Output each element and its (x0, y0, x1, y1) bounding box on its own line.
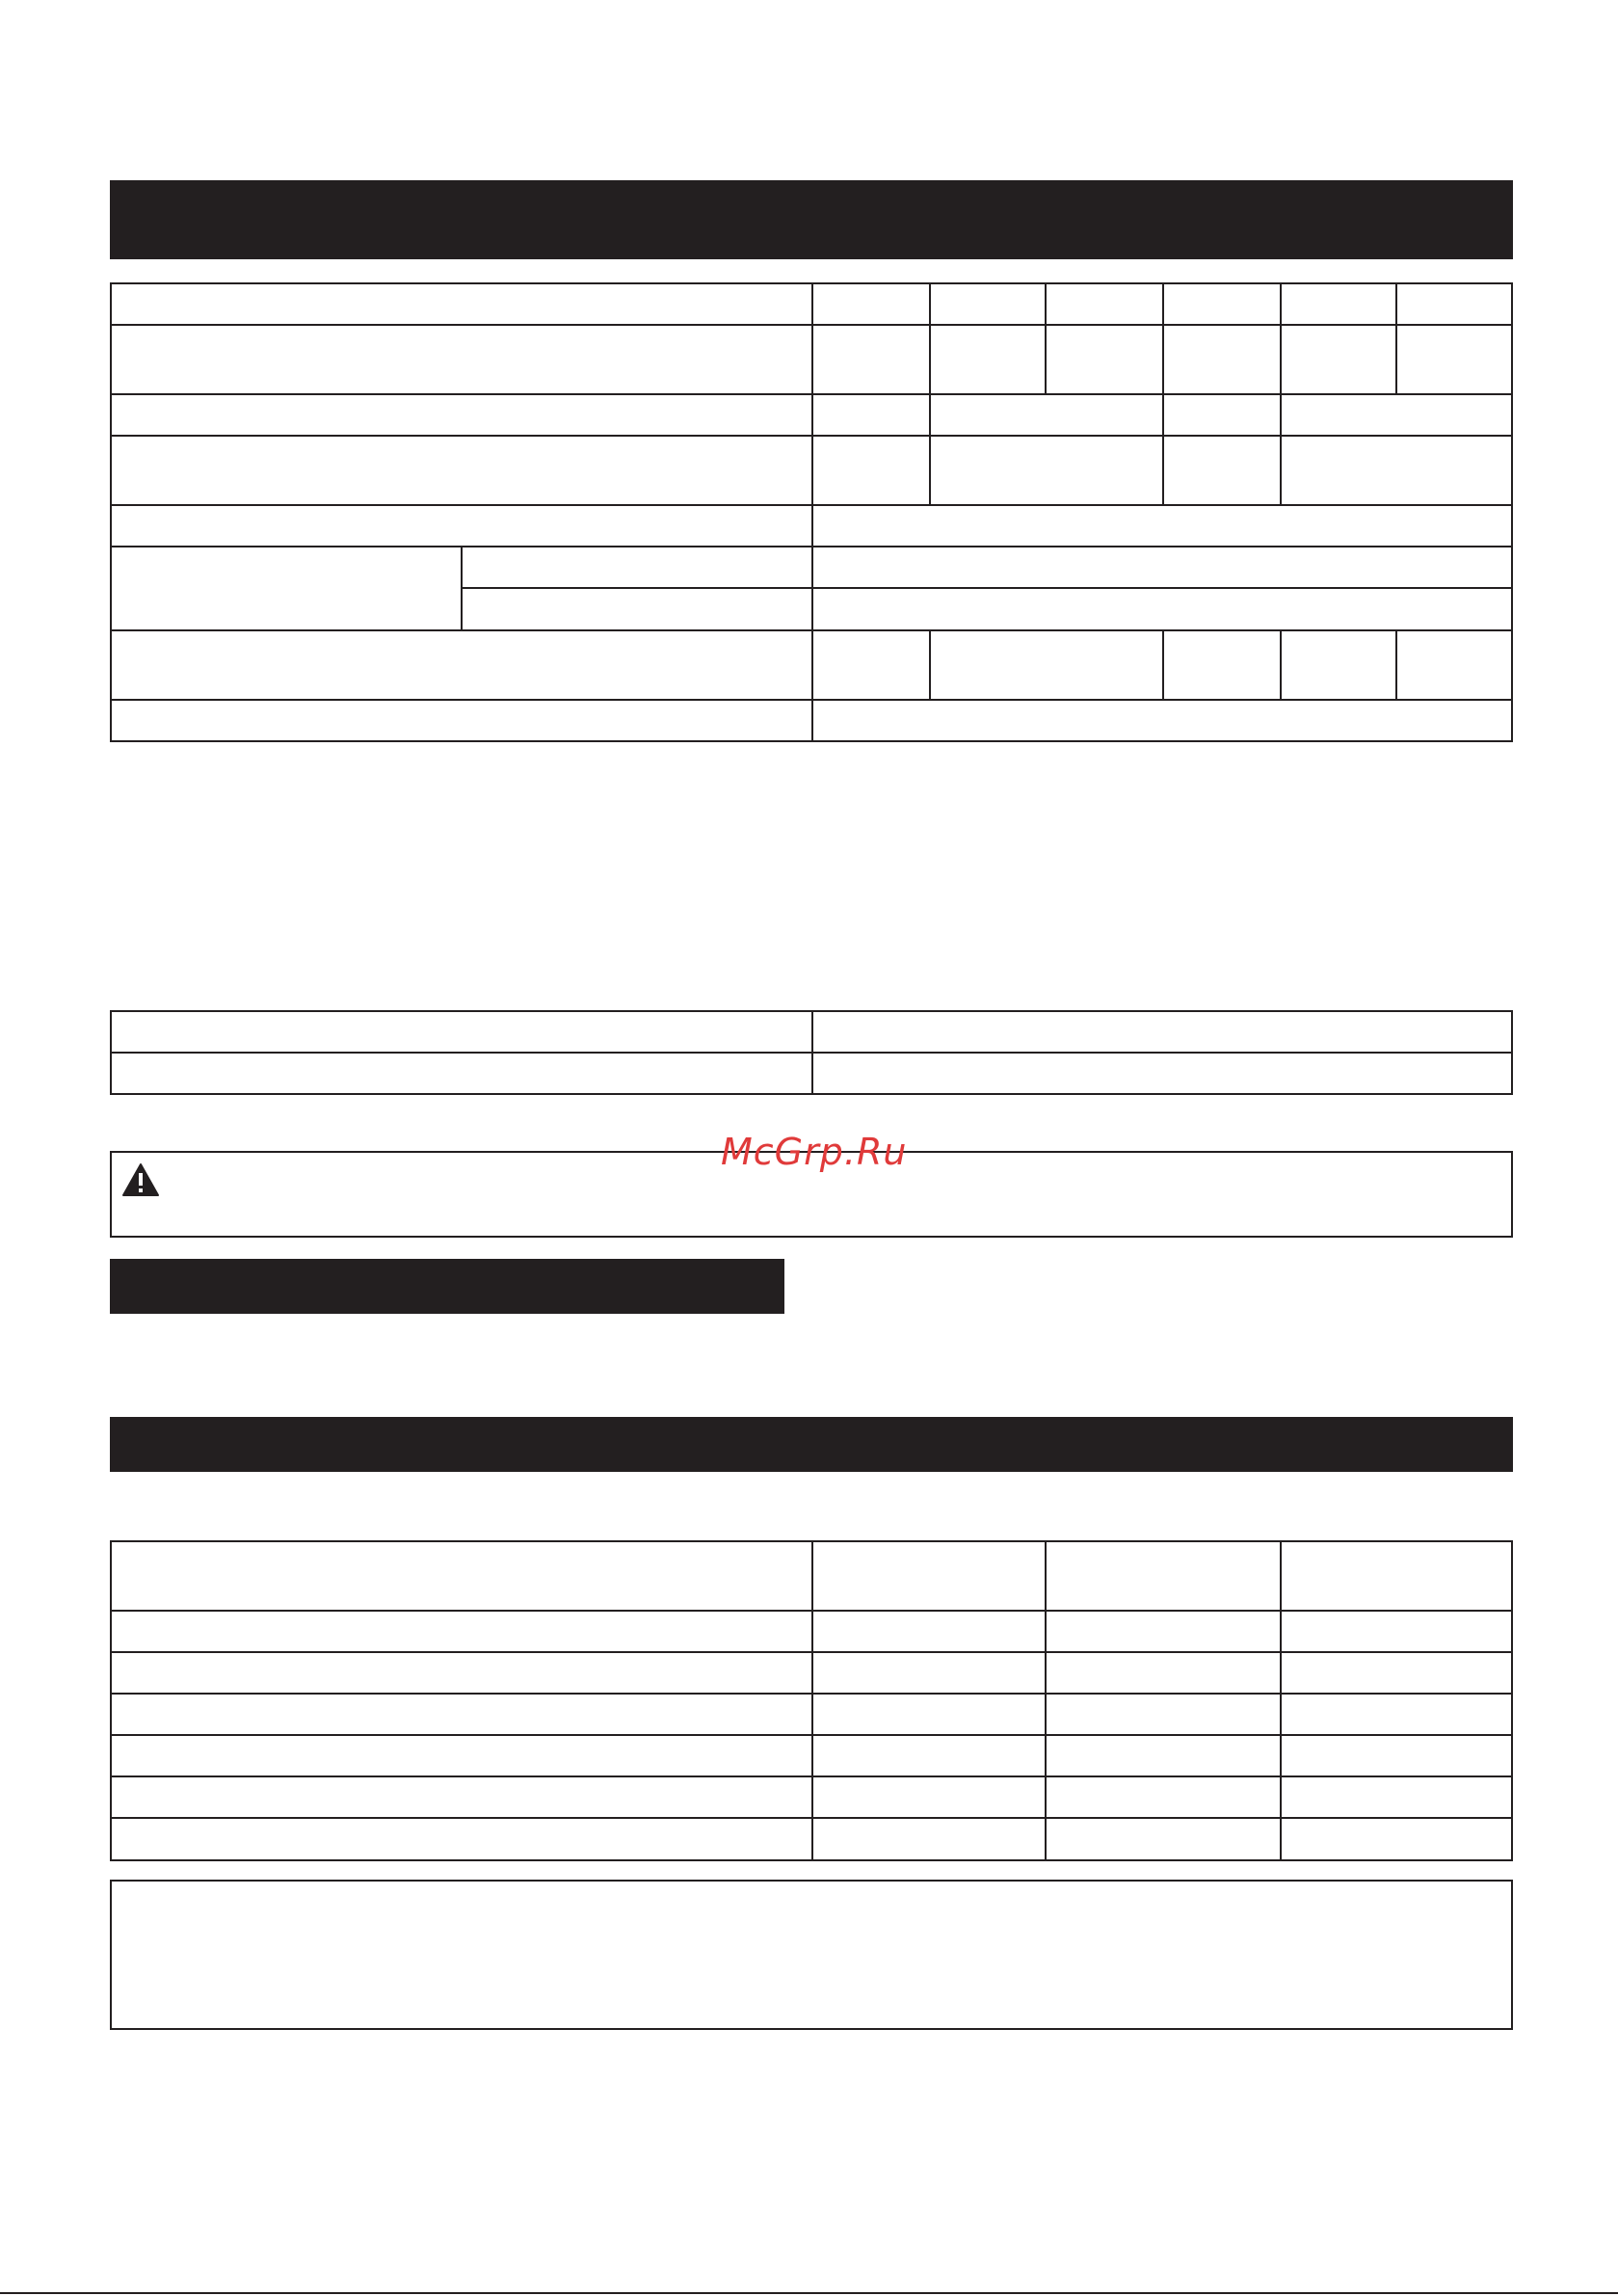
lower-table-cell (811, 1540, 1047, 1612)
lower-table-cell (1045, 1540, 1282, 1612)
secondary-table-cell (811, 1052, 1513, 1095)
section-header-band-wide (110, 1417, 1513, 1472)
spec-table-cell (1162, 629, 1282, 701)
spec-table-cell (811, 435, 931, 506)
lower-table-cell (110, 1817, 813, 1861)
spec-table-cell (811, 546, 1513, 589)
lower-table-cell (1280, 1775, 1513, 1819)
lower-table-cell (110, 1540, 813, 1612)
spec-table-cell (110, 546, 463, 631)
spec-table-cell (1280, 324, 1397, 395)
spec-table-cell (929, 629, 1164, 701)
lower-table-cell (1045, 1775, 1282, 1819)
lower-table-cell (811, 1693, 1047, 1736)
spec-table-cell (929, 393, 1164, 437)
lower-table-cell (811, 1610, 1047, 1653)
lower-table-cell (1045, 1651, 1282, 1695)
spec-table-cell (110, 324, 813, 395)
warning-triangle-icon (121, 1162, 160, 1197)
secondary-table-cell (110, 1052, 813, 1095)
spec-table-cell (1280, 629, 1397, 701)
lower-table-cell (1045, 1693, 1282, 1736)
spec-table-cell (929, 435, 1164, 506)
secondary-table-cell (811, 1010, 1513, 1054)
spec-table-cell (1162, 324, 1282, 395)
spec-table-cell (929, 282, 1047, 326)
lower-table-cell (1045, 1734, 1282, 1777)
lower-table-cell (1280, 1610, 1513, 1653)
spec-table-cell (110, 282, 813, 326)
lower-table-cell (1280, 1734, 1513, 1777)
spec-table-cell (1162, 393, 1282, 437)
lower-table-cell (1280, 1540, 1513, 1612)
lower-table-cell (811, 1651, 1047, 1695)
lower-table-cell (110, 1610, 813, 1653)
lower-table-cell (1045, 1610, 1282, 1653)
note-box (110, 1880, 1513, 2030)
spec-table-cell (929, 324, 1047, 395)
spec-table-cell (110, 393, 813, 437)
lower-table-cell (110, 1651, 813, 1695)
secondary-table-cell (110, 1010, 813, 1054)
spec-table-cell (811, 587, 1513, 631)
spec-table-cell (110, 504, 813, 547)
watermark: McGrp.Ru (721, 1131, 908, 1173)
spec-table-cell (1280, 282, 1397, 326)
lower-table-cell (811, 1817, 1047, 1861)
footer-rule (0, 2292, 1618, 2294)
lower-table-cell (811, 1734, 1047, 1777)
spec-table-cell (1162, 282, 1282, 326)
lower-table-cell (110, 1693, 813, 1736)
spec-table-cell (1162, 435, 1282, 506)
lower-table-cell (1045, 1817, 1282, 1861)
spec-table-cell (1395, 629, 1513, 701)
lower-table-cell (110, 1734, 813, 1777)
section-header-band-short (110, 1259, 784, 1314)
spec-table-cell (1395, 324, 1513, 395)
spec-table-cell (811, 393, 931, 437)
spec-table-cell (1280, 393, 1513, 437)
spec-table-cell (811, 504, 1513, 547)
lower-table-cell (1280, 1693, 1513, 1736)
spec-table-cell (811, 324, 931, 395)
lower-table-cell (110, 1775, 813, 1819)
lower-table-cell (1280, 1651, 1513, 1695)
spec-table-cell (110, 435, 813, 506)
lower-table-cell (1280, 1817, 1513, 1861)
spec-table-cell (811, 699, 1513, 742)
section-header-band-specifications (110, 180, 1513, 259)
spec-table-cell (1045, 282, 1164, 326)
spec-table-cell (1395, 282, 1513, 326)
spec-table-cell (811, 629, 931, 701)
spec-table-cell (461, 587, 813, 631)
spec-table-cell (811, 282, 931, 326)
spec-table-cell (1045, 324, 1164, 395)
spec-table-cell (110, 699, 813, 742)
spec-table-cell (110, 629, 813, 701)
spec-table-cell (1280, 435, 1513, 506)
lower-table-cell (811, 1775, 1047, 1819)
spec-table-cell (461, 546, 813, 589)
